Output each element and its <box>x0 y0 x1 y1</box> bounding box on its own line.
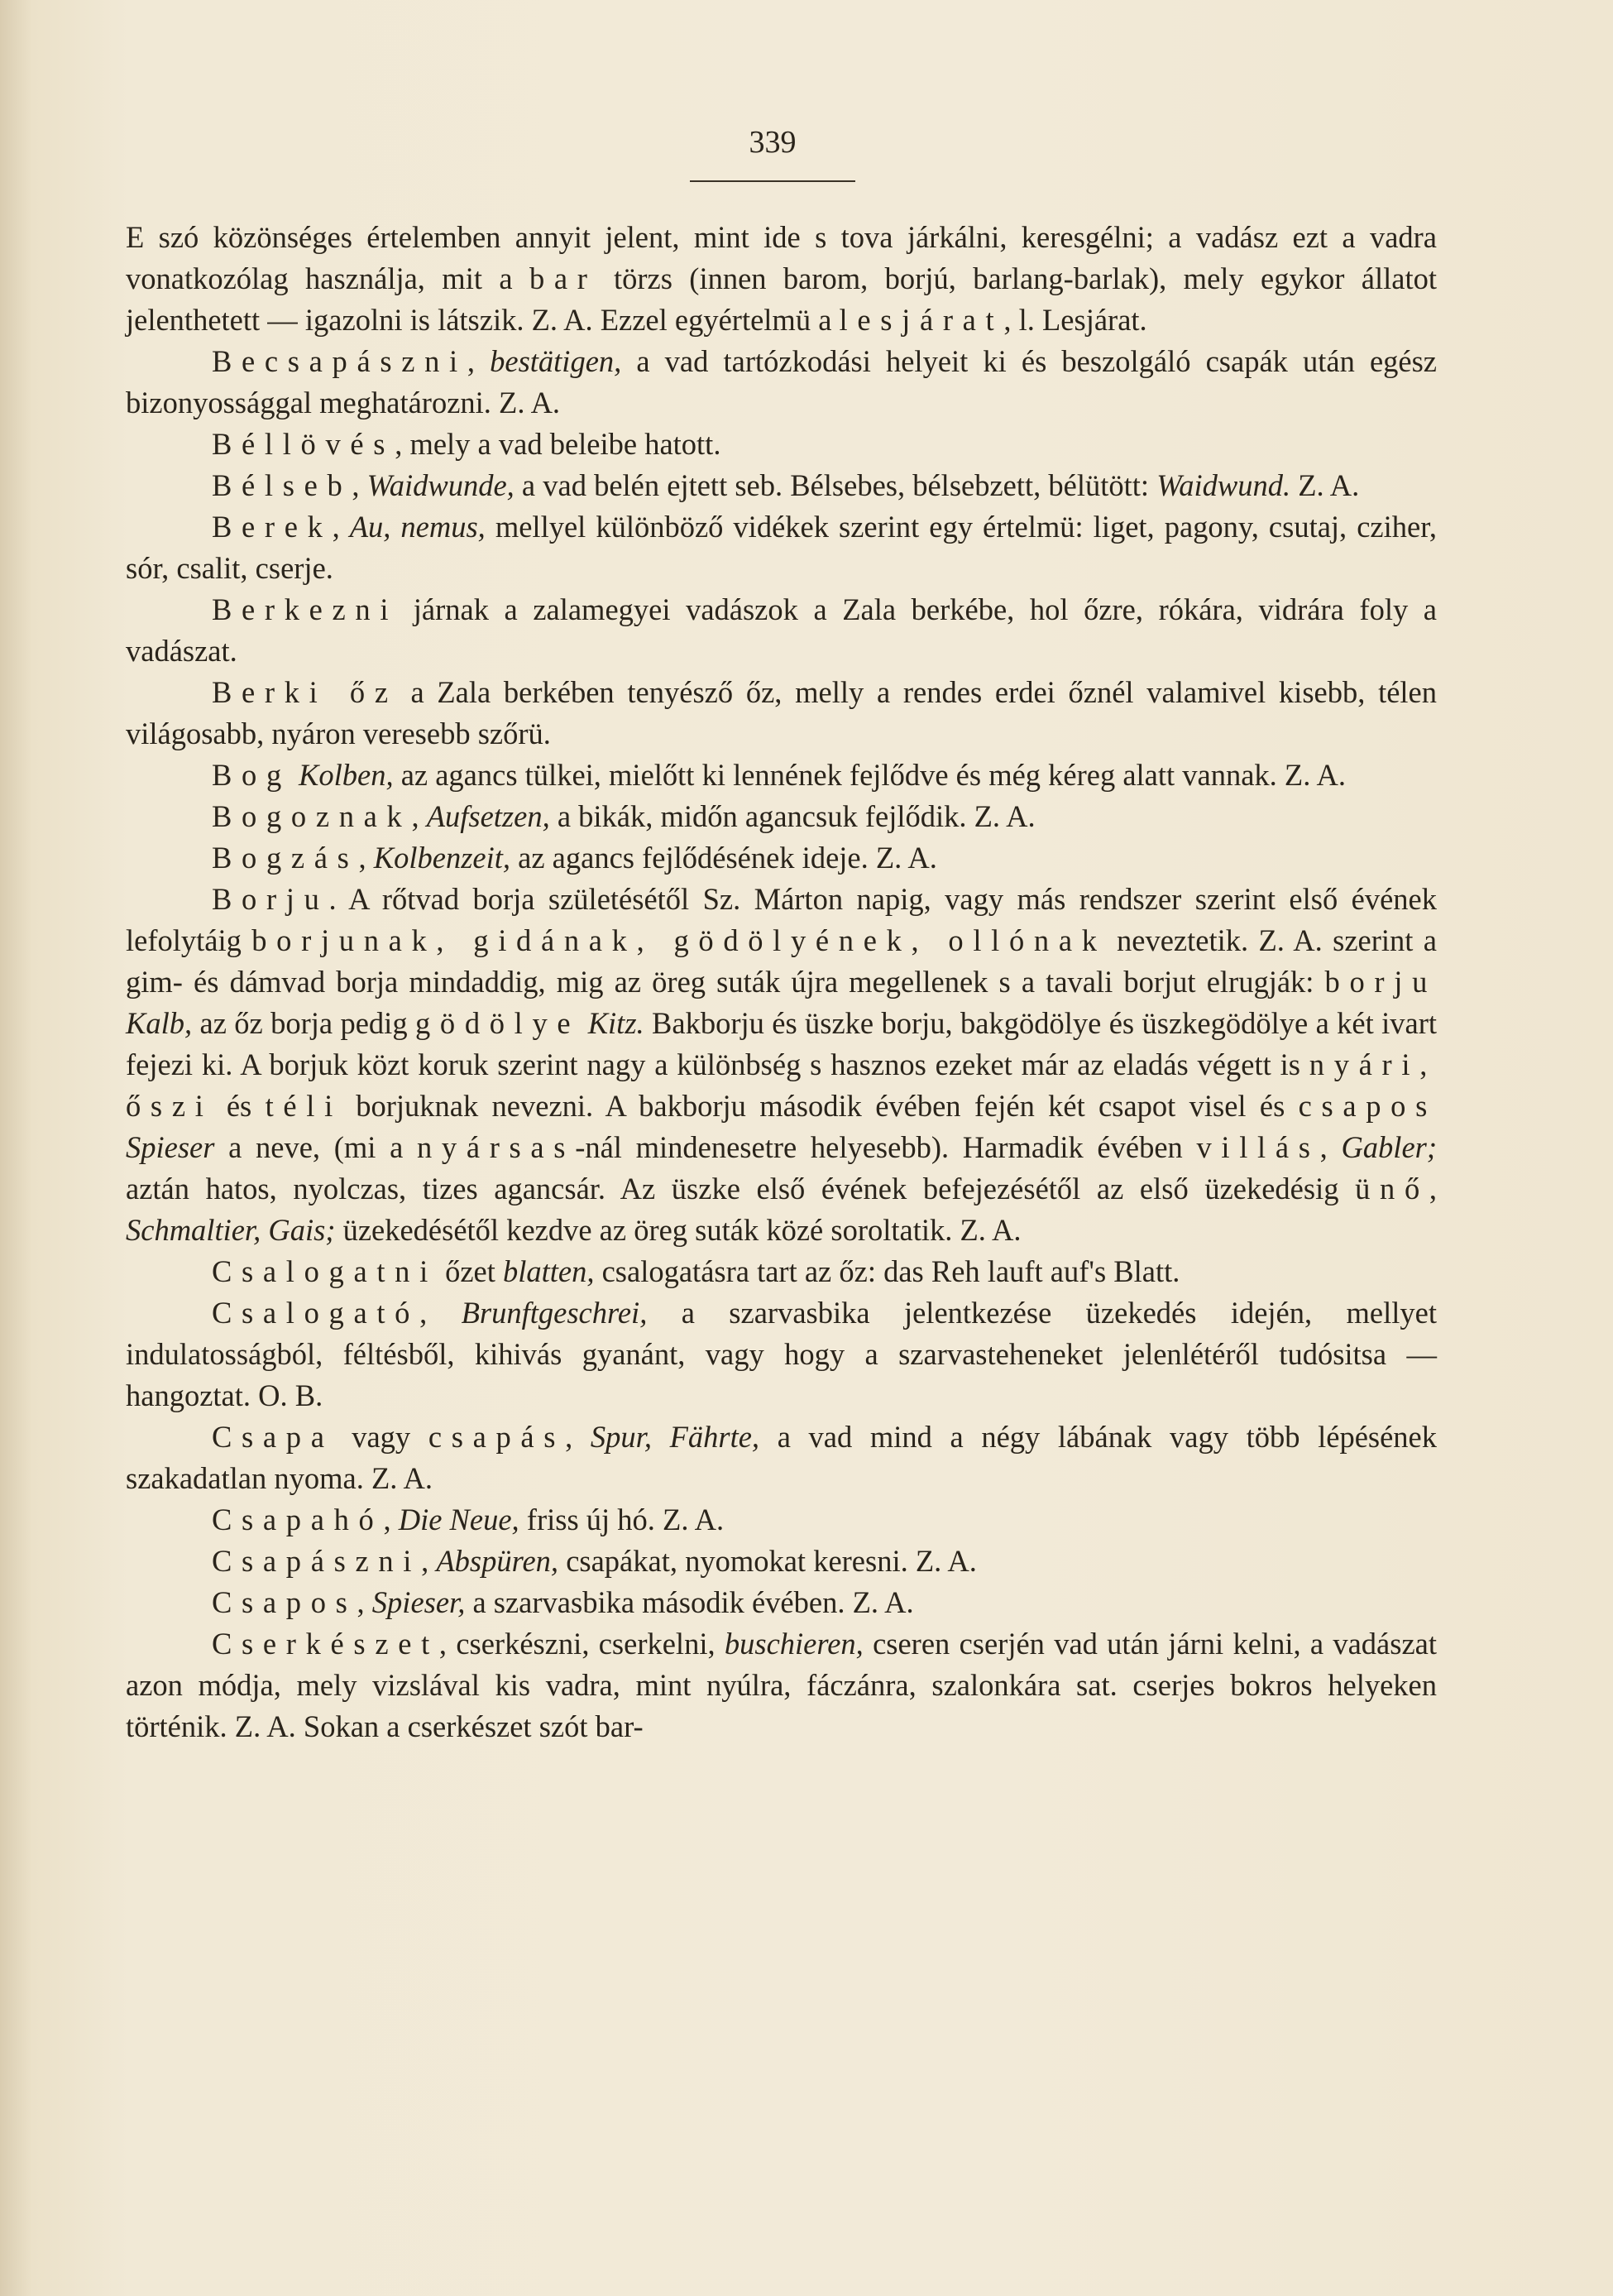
text-run: , l. Lesjárat. <box>1003 303 1147 337</box>
spaced-term: téli <box>265 1089 342 1123</box>
spaced-term: Csapos <box>212 1585 357 1619</box>
text-run: csapákat, nyomokat keresni. Z. A. <box>558 1544 977 1578</box>
dictionary-text <box>126 217 1437 1747</box>
spaced-term: nyársas <box>416 1130 576 1164</box>
italic-term: blatten, <box>502 1254 595 1288</box>
italic-term: Waidwund. <box>1156 468 1291 502</box>
page-number-rule <box>690 180 855 182</box>
text-run: a vad mind a négy lábának vagy több lépésének szakadatlan nyoma. Z. A. <box>126 1420 1438 1495</box>
text-run: -nál mindenesetre helyesebb). Harmadik évében <box>575 1130 1197 1164</box>
text-run: friss új hó. Z. A. <box>519 1503 725 1536</box>
text-run: a vad tartózkodási helyeit ki és beszolgáló csapák után egész bizonyossággal meghatározni. Z. A. <box>126 344 1437 419</box>
dictionary-entry <box>126 506 1437 589</box>
text-run: a szarvasbika második évében. Z. A. <box>465 1585 914 1619</box>
dictionary-entry <box>126 672 1437 755</box>
italic-term: Kolbenzeit, <box>373 841 511 875</box>
text-run: , <box>467 344 491 378</box>
text-run: és <box>213 1089 266 1123</box>
text-run: aztán hatos, nyolczas, tizes agancsár. Az üszke első évének befejezésétől az első üzekedésig <box>126 1172 1356 1206</box>
text-run: az agancs fejlődésének ideje. Z. A. <box>510 841 937 875</box>
text-run: , <box>358 841 374 875</box>
spaced-term: lesjárat <box>839 303 1004 337</box>
text-run: , <box>419 1296 462 1330</box>
italic-term: Kolben, <box>299 758 394 792</box>
dictionary-entry <box>126 1582 1437 1623</box>
spaced-term: Csapahó <box>212 1503 384 1536</box>
page-number: 339 <box>749 125 797 160</box>
spaced-term: csapás <box>428 1420 566 1454</box>
text-run: a neve, (mi a <box>214 1130 417 1164</box>
spaced-term: Bogzás <box>212 841 359 875</box>
spaced-term: Berek <box>212 510 333 544</box>
spaced-term: Berkezni <box>212 592 399 626</box>
italic-term: Gabler; <box>1341 1130 1437 1164</box>
dictionary-entry <box>126 1541 1437 1582</box>
italic-term: Brunftgeschrei, <box>461 1296 648 1330</box>
text-run: a bikák, midőn agancsuk fejlődik. Z. A. <box>549 799 1036 833</box>
text-run: a Zala berkében tenyésző őz, melly a rendes erdei őznél valamivel kisebb, télen világosabb, nyáron veresebb szőrü. <box>126 675 1438 750</box>
text-run: , <box>352 468 367 502</box>
spaced-term: Csapászni <box>212 1544 422 1578</box>
text-run: csalogatásra tart az őz: das Reh lauft auf's Blatt. <box>594 1254 1180 1288</box>
text-run <box>580 1006 587 1040</box>
text-run: őzet <box>437 1254 503 1288</box>
text-run: az agancs tülkei, mielőtt ki lennének fejlődve és még kéreg alatt vannak. Z. A. <box>393 758 1346 792</box>
spaced-term: nyári, őszi <box>126 1047 1437 1123</box>
text-run: Bakborju és üszke borju, bakgödölye és üszkegödölye a két ivart fejezi ki. A borjuk közt koruk szerint nagy a különbség s hasznos ezeket már az eladás végett is <box>126 1006 1437 1081</box>
spaced-term: Csalogató <box>212 1296 420 1330</box>
dictionary-entry <box>126 424 1437 465</box>
text-run: E szó közönséges értelemben annyit jelent, mint ide s tova járkálni, keresgélni; a vadász ezt a vadra vonatkozólag használja, mit a <box>126 220 1437 295</box>
dictionary-entry <box>126 1416 1437 1499</box>
dictionary-entry <box>126 1499 1437 1541</box>
dictionary-entry <box>126 1251 1437 1292</box>
text-run: neveztetik. Z. A. szerint a gim- és dámvad borja mindaddig, mig az öreg suták újra megellenek s a tavali borjut elrugják: <box>126 923 1438 999</box>
italic-term: Die Neue, <box>398 1503 519 1536</box>
dictionary-entry <box>126 465 1437 506</box>
italic-term: Schmaltier, Gais; <box>126 1213 336 1247</box>
spaced-term: Becsapászni <box>212 344 467 378</box>
text-run: , <box>411 799 427 833</box>
dictionary-entry <box>126 1623 1437 1747</box>
italic-term: Spieser, <box>371 1585 466 1619</box>
text-run: üzekedésétől kezdve az öreg suták közé soroltatik. Z. A. <box>335 1213 1022 1247</box>
italic-term: Spur, Fährte, <box>590 1420 760 1454</box>
dictionary-entry <box>126 341 1437 424</box>
text-run: borjuknak nevezni. A bakborju második évében fején két csapot visel és <box>342 1089 1299 1123</box>
spaced-term: gödölye <box>414 1006 581 1040</box>
spaced-term: Csapa <box>212 1420 334 1454</box>
italic-term: Spieser <box>126 1130 215 1164</box>
italic-term: Aufsetzen, <box>426 799 550 833</box>
spaced-term: Bogoznak <box>212 799 412 833</box>
spaced-term: Csalogatni <box>212 1254 438 1288</box>
text-run: , <box>383 1503 399 1536</box>
spaced-term: borjunak, gidának, gödölyének, ollónak <box>251 923 1107 957</box>
italic-term: Kitz. <box>587 1006 644 1040</box>
spaced-term: Bog <box>212 758 291 792</box>
spaced-term: Bélseb <box>212 468 352 502</box>
text-run: cseren cserjén vad után járni kelni, a vadászat azon módja, mely vizslával kis vadra, mint nyúlra, fáczánra, szalonkára sat. cserjes bokros helyeken történik. Z. A. Sokan a cserkészet szót bar- <box>126 1627 1437 1743</box>
spaced-term: csapos <box>1298 1089 1437 1123</box>
continued-paragraph <box>126 217 1437 341</box>
text-run: , cserkészni, cserkelni, <box>438 1627 725 1661</box>
text-run: Z. A. <box>1290 468 1360 502</box>
dictionary-entry <box>126 755 1437 796</box>
spaced-term: villás <box>1196 1130 1320 1164</box>
dictionary-entry <box>126 796 1437 837</box>
italic-term: Au, nemus, <box>349 510 486 544</box>
text-run: , <box>332 510 350 544</box>
dictionary-entry <box>126 1292 1437 1416</box>
spaced-term: ünő <box>1355 1172 1429 1206</box>
text-run: , <box>1429 1172 1437 1206</box>
text-run <box>291 758 299 792</box>
text-run: törzs (innen barom, borjú, barlang-barlak), mely egykor állatot jelenthetett — igazolni is látszik. Z. A. Ezzel egyértelmü a <box>126 261 1437 337</box>
italic-term: bestätigen, <box>490 344 622 378</box>
text-run: mellyel különböző vidékek szerint egy értelmü: liget, pagony, csutaj, cziher, sór, csalit, cserje. <box>126 510 1438 585</box>
spaced-term: bar <box>529 261 597 295</box>
italic-term: buschieren, <box>724 1627 864 1661</box>
text-run: vagy <box>333 1420 428 1454</box>
text-run: , mely a vad beleibe hatott. <box>395 427 721 461</box>
spaced-term: Borju <box>212 882 329 916</box>
text-run: járnak a zalamegyei vadászok a Zala berkébe, hol őzre, rókára, vidrára foly a vadászat. <box>126 592 1437 668</box>
text-run: a szarvasbika jelentkezése üzekedés idején, mellyet indulatosságból, féltésből, kihivás gyanánt, vagy hogy a szarvasteheneket jelenlétéről tudósitsa — hangoztat. O. B. <box>126 1296 1437 1412</box>
text-run: , <box>1319 1130 1342 1164</box>
spaced-term: borju <box>1324 965 1437 999</box>
spaced-term: Cserkészet <box>212 1627 439 1661</box>
spaced-term: Berki őz <box>212 675 398 709</box>
text-run: , <box>565 1420 591 1454</box>
text-run: , <box>421 1544 437 1578</box>
dictionary-entry <box>126 879 1437 1251</box>
italic-term: Kalb, <box>126 1006 193 1040</box>
text-run: a vad belén ejtett seb. Bélsebes, bélsebzett, bélütött: <box>514 468 1157 502</box>
text-run: az őz borja pedig <box>192 1006 415 1040</box>
text-run: . A rőtvad borja születésétől Sz. Márton napig, vagy más rendszer szerint első évének lefolytáig <box>126 882 1437 957</box>
italic-term: Waidwunde, <box>366 468 515 502</box>
text-run: , <box>357 1585 372 1619</box>
spaced-term: Béllövés <box>212 427 395 461</box>
dictionary-entry <box>126 837 1437 879</box>
italic-term: Abspüren, <box>436 1544 559 1578</box>
dictionary-entry <box>126 589 1437 672</box>
